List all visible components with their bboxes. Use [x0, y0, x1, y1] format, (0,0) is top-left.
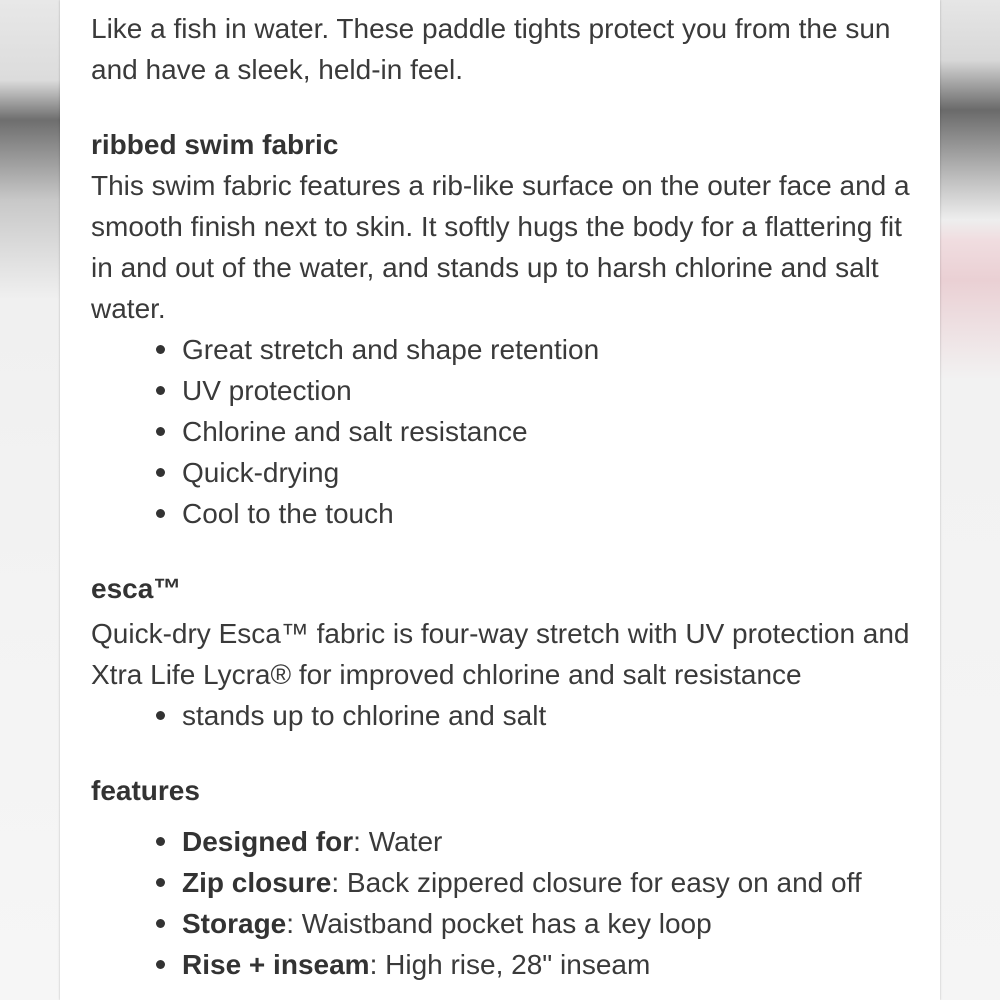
ribbed-fabric-heading: ribbed swim fabric [91, 129, 339, 160]
list-item: Great stretch and shape retention [182, 329, 931, 370]
feature-label: Designed for [182, 826, 354, 857]
feature-item [182, 944, 931, 985]
feature-label: Storage [182, 908, 287, 939]
feature-label: Rise + inseam [182, 949, 370, 980]
feature-text: : Water [353, 826, 443, 857]
description-content [91, 8, 931, 985]
left-background-edge [0, 0, 60, 1000]
ribbed-fabric-body: This swim fabric features a rib-like surface on the outer face and a smooth finish next to skin. It softly hugs the body for a flattering fit in and out of the water, and stands up to harsh chlorine and salt water. [91, 170, 910, 324]
esca-body: Quick-dry Esca™ fabric is four-way stretch with UV protection and Xtra Life Lycra® for improved chlorine and salt resistance [91, 618, 910, 690]
feature-item [182, 903, 931, 944]
intro-text: Like a fish in water. These paddle tights protect you from the sun and have a sleek, held-in feel. [91, 13, 891, 85]
product-description-panel[interactable] [60, 0, 940, 1000]
feature-text: : Back zippered closure for easy on and off [331, 867, 862, 898]
feature-item [182, 821, 931, 862]
feature-label: Zip closure [182, 867, 332, 898]
feature-text: : Waistband pocket has a key loop [286, 908, 712, 939]
list-item: Cool to the touch [182, 493, 931, 534]
esca-bullet-list [91, 695, 931, 736]
list-item: Chlorine and salt resistance [182, 411, 931, 452]
feature-text: : High rise, 28" inseam [369, 949, 651, 980]
right-background-edge [940, 0, 1000, 1000]
ribbed-fabric-bullet-list [91, 329, 931, 534]
list-item: UV protection [182, 370, 931, 411]
features-heading: features [91, 775, 200, 806]
esca-heading: esca™ [91, 573, 182, 604]
feature-item [182, 862, 931, 903]
features-list [91, 821, 931, 985]
list-item: stands up to chlorine and salt [182, 695, 931, 736]
list-item: Quick-drying [182, 452, 931, 493]
